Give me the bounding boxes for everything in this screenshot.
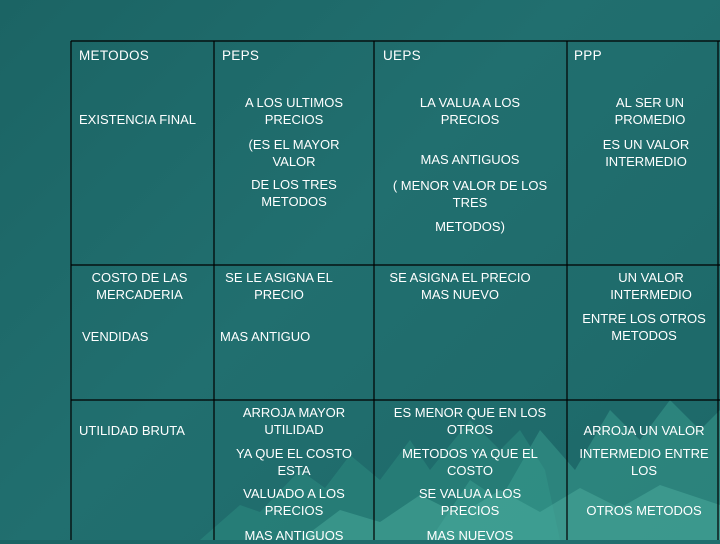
header-peps: PEPS: [222, 48, 260, 63]
utilidad-ueps-1: ES MENOR QUE EN LOS OTROS: [393, 405, 547, 437]
utilidad-ueps-2: METODOS YA QUE EL COSTO: [402, 446, 538, 478]
costo-label-1: COSTO DE LAS MERCADERIA: [91, 270, 188, 302]
utilidad-ueps-3: SE VALUA A LOS PRECIOS: [418, 486, 522, 518]
costo-peps-2: MAS ANTIGUO: [220, 329, 311, 344]
existencia-label: EXISTENCIA FINAL: [79, 112, 197, 127]
existencia-ueps-1: LA VALUA A LOS PRECIOS: [419, 95, 521, 127]
existencia-ueps-3: ( MENOR VALOR DE LOS TRES: [392, 178, 548, 210]
existencia-ueps-2: MAS ANTIGUOS: [420, 152, 520, 167]
costo-peps-1: SE LE ASIGNA EL PRECIO: [225, 270, 333, 302]
utilidad-ppp-2: INTERMEDIO ENTRE LOS: [579, 446, 709, 478]
existencia-peps-3: DE LOS TRES METODOS: [251, 177, 337, 209]
existencia-ppp-1: AL SER UN PROMEDIO: [614, 95, 686, 127]
costo-ppp-1: UN VALOR INTERMEDIO: [610, 270, 692, 302]
utilidad-peps-4: MAS ANTIGUOS: [244, 528, 344, 543]
existencia-peps-1: A LOS ULTIMOS PRECIOS: [244, 95, 343, 127]
costo-label-2: VENDIDAS: [82, 329, 149, 344]
costo-ppp-2: ENTRE LOS OTROS METODOS: [582, 311, 706, 343]
header-ueps: UEPS: [383, 48, 421, 63]
existencia-ueps-4: METODOS): [435, 219, 505, 234]
utilidad-peps-1: ARROJA MAYOR UTILIDAD: [242, 405, 346, 437]
utilidad-label: UTILIDAD BRUTA: [79, 423, 185, 438]
header-ppp: PPP: [574, 48, 602, 63]
costo-ueps-1: SE ASIGNA EL PRECIO MAS NUEVO: [389, 270, 531, 302]
existencia-ppp-2: ES UN VALOR INTERMEDIO: [602, 137, 690, 169]
utilidad-peps-3: VALUADO A LOS PRECIOS: [243, 486, 345, 518]
utilidad-ppp-1: ARROJA UN VALOR: [583, 423, 705, 438]
utilidad-ueps-4: MAS NUEVOS: [426, 528, 514, 543]
header-metodos: METODOS: [79, 48, 150, 63]
utilidad-peps-2: YA QUE EL COSTO ESTA: [235, 446, 353, 478]
utilidad-ppp-3: OTROS METODOS: [586, 503, 702, 518]
existencia-peps-2: (ES EL MAYOR VALOR: [248, 137, 340, 169]
